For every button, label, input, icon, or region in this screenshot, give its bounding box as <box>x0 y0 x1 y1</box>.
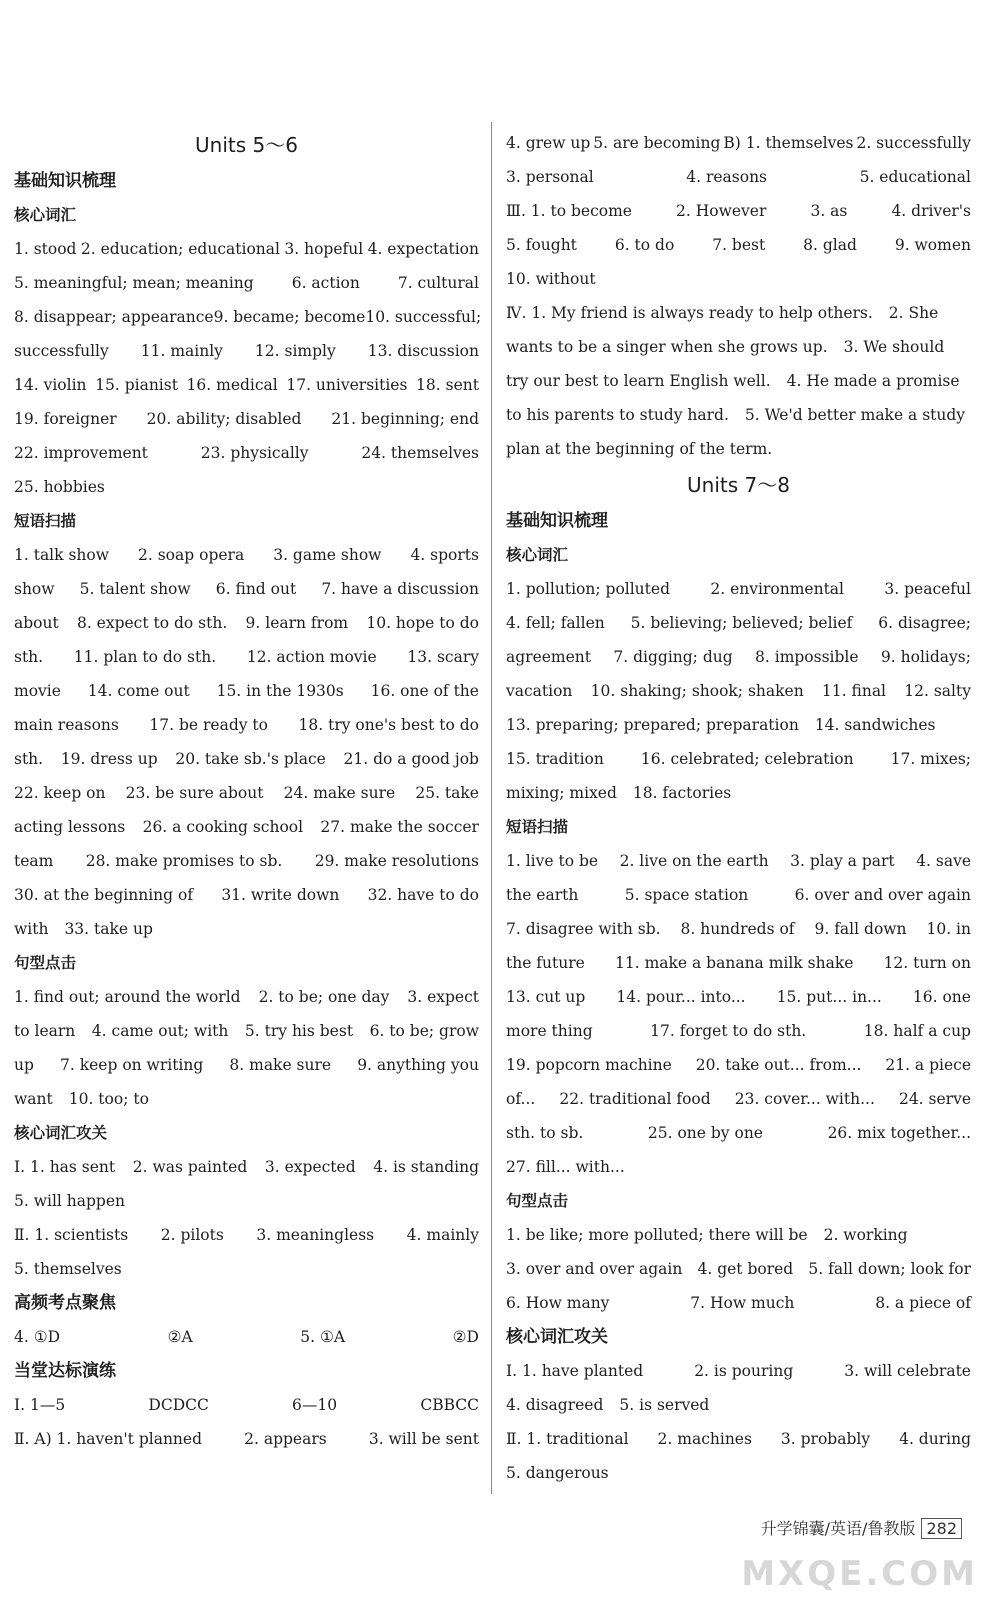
answer-line <box>14 1320 479 1354</box>
answer-item: 3. over and over again <box>506 1260 683 1278</box>
answer-item: 3. expect <box>407 988 479 1006</box>
answer-line <box>14 1048 479 1082</box>
answer-item: movie <box>14 682 61 700</box>
answer-item: 18. try one's best to do <box>298 716 479 734</box>
answer-item: 1. be like; more polluted; there will be <box>506 1226 808 1244</box>
answer-item: 16. celebrated; celebration <box>640 750 854 768</box>
answer-item: 6. over and over again <box>794 886 971 904</box>
answer-line <box>506 1150 971 1184</box>
answer-item: 31. write down <box>221 886 340 904</box>
answer-line <box>506 1014 971 1048</box>
answer-item: 27. make the soccer <box>320 818 479 836</box>
answer-item: 15. pianist <box>95 376 178 394</box>
answer-item: 5. themselves <box>14 1260 122 1278</box>
answer-item: 2. successfully <box>856 134 971 152</box>
answer-item: 1. pollution; polluted <box>506 580 670 598</box>
answer-item: 12. simply <box>254 342 336 360</box>
answer-item: 4. is standing <box>373 1158 479 1176</box>
answer-item: 9. became; become <box>213 308 366 326</box>
section-heading: 基础知识梳理 <box>506 511 608 531</box>
answer-item: 21. a piece <box>885 1056 971 1074</box>
answer-item: 23. physically <box>200 444 309 462</box>
answer-item: 7. digging; dug <box>613 648 733 666</box>
answer-line <box>506 674 971 708</box>
answer-item: CBBCC <box>420 1396 479 1414</box>
answer-item: sth. <box>14 648 44 666</box>
answer-item: sth. to sb. <box>506 1124 584 1142</box>
answer-item: 18. half a cup <box>863 1022 971 1040</box>
answer-line <box>14 810 479 844</box>
answer-line <box>14 1014 479 1048</box>
answer-item: Ⅰ. 1—5 <box>14 1396 66 1414</box>
answer-item: 30. at the beginning of <box>14 886 194 904</box>
answer-line <box>506 912 971 946</box>
answer-item: 19. foreigner <box>14 410 117 428</box>
answer-item: want <box>14 1090 53 1108</box>
answer-line <box>14 1184 479 1218</box>
answer-line <box>14 1422 479 1456</box>
answer-item: 27. fill... with... <box>506 1158 625 1176</box>
section-heading: 核心词汇攻关 <box>506 1327 608 1347</box>
answer-line <box>14 606 479 640</box>
answer-item: 9. women <box>894 236 971 254</box>
answer-line <box>14 300 482 334</box>
answer-item: main reasons <box>14 716 119 734</box>
answer-item: team <box>14 852 54 870</box>
answer-item: 7. keep on writing <box>60 1056 204 1074</box>
answer-item: 20. take sb.'s place <box>175 750 326 768</box>
answer-item: 3. hopeful <box>284 240 364 258</box>
answer-item: ②A <box>167 1328 193 1346</box>
answer-item: mixing; mixed <box>506 784 617 802</box>
answer-item: 17. be ready to <box>149 716 268 734</box>
answer-item: 16. one of the <box>370 682 479 700</box>
answer-line <box>14 1388 479 1422</box>
answer-item: 4. disagreed <box>506 1396 604 1414</box>
answer-item: 32. have to do <box>367 886 479 904</box>
answer-item: Ⅱ. 1. traditional <box>506 1430 629 1448</box>
answer-line <box>506 1286 971 1320</box>
answer-line <box>14 640 479 674</box>
answer-item: 12. action movie <box>246 648 377 666</box>
answer-item: 11. make a banana milk shake <box>615 954 854 972</box>
answer-item: 10. too; to <box>68 1090 149 1108</box>
answer-line <box>506 878 971 912</box>
answer-item: 13. cut up <box>506 988 586 1006</box>
answer-item: 24. make sure <box>283 784 396 802</box>
unit-title: Units 5～6 <box>195 133 298 157</box>
answer-line <box>14 402 479 436</box>
answer-item: 10. in <box>926 920 971 938</box>
answer-item: 13. scary <box>407 648 479 666</box>
answer-item: 6. find out <box>215 580 297 598</box>
answer-item: B) 1. themselves <box>723 134 854 152</box>
answer-item: vacation <box>506 682 573 700</box>
answer-line <box>506 708 971 742</box>
answer-item: Ⅰ. 1. has sent <box>14 1158 116 1176</box>
answer-item: 11. plan to do sth. <box>73 648 217 666</box>
answer-item: 2. to be; one day <box>258 988 390 1006</box>
answer-line <box>506 640 971 674</box>
answer-item: 29. make resolutions <box>314 852 479 870</box>
answer-line <box>14 674 479 708</box>
answer-line <box>506 364 971 398</box>
answer-line <box>506 262 971 296</box>
answer-item: 8. make sure <box>229 1056 332 1074</box>
answer-line <box>506 980 971 1014</box>
answer-item: 5. believing; believed; belief <box>630 614 853 632</box>
answer-item: 5. is served <box>619 1396 710 1414</box>
answer-item: 2. She <box>888 304 939 322</box>
answer-item: 17. mixes; <box>890 750 971 768</box>
answer-item: 14. come out <box>87 682 190 700</box>
answer-item: 22. traditional food <box>559 1090 711 1108</box>
answer-item: agreement <box>506 648 592 666</box>
answer-item: 4. reasons <box>686 168 768 186</box>
answer-item: 15. in the 1930s <box>216 682 344 700</box>
answer-item: 7. have a discussion <box>321 580 479 598</box>
answer-item: 3. expected <box>264 1158 356 1176</box>
answer-item: 12. salty <box>904 682 971 700</box>
answer-item: 2. However <box>676 202 767 220</box>
answer-item: 1. live to be <box>506 852 599 870</box>
answer-line <box>14 538 479 572</box>
answer-line <box>506 946 971 980</box>
answer-line <box>506 1252 971 1286</box>
answer-item: 15. put... in... <box>776 988 882 1006</box>
answer-line <box>14 436 479 470</box>
answer-item: 5. fall down; look for <box>808 1260 971 1278</box>
answer-line <box>14 844 479 878</box>
answer-item: 8. expect to do sth. <box>76 614 228 632</box>
answer-item: 9. holidays; <box>880 648 971 666</box>
answer-item: 4. He made a promise <box>786 372 960 390</box>
answer-item: 28. make promises to sb. <box>85 852 283 870</box>
section-heading: 当堂达标演练 <box>14 1361 116 1381</box>
answer-item: 22. improvement <box>14 444 148 462</box>
answer-item: 6. disagree; <box>878 614 971 632</box>
section-heading: 短语扫描 <box>14 512 77 530</box>
answer-item: 17. forget to do sth. <box>650 1022 807 1040</box>
answer-line <box>14 912 479 946</box>
answer-item: to his parents to study hard. <box>506 406 729 424</box>
answer-item: 19. popcorn machine <box>506 1056 672 1074</box>
answer-item: 8. a piece of <box>875 1294 971 1312</box>
answer-item: 10. shaking; shook; shaken <box>590 682 804 700</box>
answer-line <box>506 1354 971 1388</box>
answer-item: 16. medical <box>186 376 278 394</box>
section-heading: 核心词汇 <box>14 206 77 224</box>
answer-item: Ⅰ. 1. have planted <box>506 1362 644 1380</box>
answer-line <box>506 194 971 228</box>
section-heading: 核心词汇 <box>506 546 569 564</box>
answer-item: acting lessons <box>14 818 126 836</box>
answer-item: 20. take out... from... <box>695 1056 862 1074</box>
unit-title: Units 7～8 <box>687 473 790 497</box>
answer-item: 13. preparing; prepared; preparation <box>506 716 799 734</box>
answer-item: 18. sent <box>416 376 479 394</box>
page-footer <box>761 1516 962 1539</box>
answer-item: 6. action <box>291 274 360 292</box>
answer-item: DCDCC <box>148 1396 209 1414</box>
answer-item: 25. take <box>415 784 479 802</box>
answer-item: 20. ability; disabled <box>146 410 302 428</box>
answer-item: 4. grew up <box>506 134 591 152</box>
answer-item: 26. a cooking school <box>142 818 304 836</box>
answer-item: 5. space station <box>624 886 749 904</box>
answer-line <box>506 432 971 466</box>
answer-line <box>506 160 971 194</box>
answer-item: 5. dangerous <box>506 1464 609 1482</box>
answer-item: 5. fought <box>506 236 577 254</box>
answer-line <box>506 126 971 160</box>
answer-item: to learn <box>14 1022 76 1040</box>
answer-item: 7. How much <box>690 1294 795 1312</box>
right-column <box>506 126 971 1490</box>
answer-line <box>14 470 479 504</box>
answer-line <box>506 776 971 810</box>
answer-item: 5. meaningful; mean; meaning <box>14 274 254 292</box>
answer-item: 23. cover... with... <box>734 1090 875 1108</box>
answer-item: 24. themselves <box>361 444 479 462</box>
column-divider <box>491 122 492 1494</box>
answer-item: 2. was painted <box>132 1158 248 1176</box>
answer-item: 11. mainly <box>140 342 223 360</box>
answer-item: 3. as <box>810 202 848 220</box>
left-column <box>14 126 482 1456</box>
answer-line <box>14 980 479 1014</box>
answer-item: 6. to do <box>614 236 675 254</box>
section-heading: 基础知识梳理 <box>14 171 116 191</box>
answer-item: successfully <box>14 342 109 360</box>
answer-item: 25. one by one <box>647 1124 763 1142</box>
answer-item: 1. talk show <box>14 546 109 564</box>
answer-item: 1. stood <box>14 240 77 258</box>
answer-item: 6. to be; grow <box>369 1022 479 1040</box>
answer-item: 3. personal <box>506 168 594 186</box>
answer-line <box>14 232 479 266</box>
answer-item: Ⅳ. 1. My friend is always ready to help others. <box>506 304 873 322</box>
answer-line <box>506 1456 971 1490</box>
answer-item: 11. final <box>821 682 887 700</box>
answer-item: try our best to learn English well. <box>506 372 771 390</box>
answer-item: 3. game show <box>273 546 382 564</box>
answer-item: 2. environmental <box>710 580 844 598</box>
answer-line <box>14 878 479 912</box>
answer-item: 8. impossible <box>755 648 859 666</box>
answer-item: 10. without <box>506 270 596 288</box>
answer-item: 1. find out; around the world <box>14 988 241 1006</box>
answer-item: 8. hundreds of <box>680 920 795 938</box>
answer-item: 23. be sure about <box>125 784 264 802</box>
answer-item: 22. keep on <box>14 784 106 802</box>
answer-item: 4. driver's <box>891 202 971 220</box>
answer-item: 21. do a good job <box>343 750 479 768</box>
answer-item: 5. ①A <box>300 1328 346 1346</box>
answer-item: sth. <box>14 750 44 768</box>
answer-line <box>14 334 479 368</box>
answer-item: 2. pilots <box>160 1226 224 1244</box>
answer-line <box>506 296 971 330</box>
answer-line <box>14 368 479 402</box>
answer-line <box>14 708 479 742</box>
answer-line <box>506 1422 971 1456</box>
answer-item: 12. turn on <box>883 954 971 972</box>
answer-item: 4. mainly <box>406 1226 479 1244</box>
answer-item: 8. disappear; appearance <box>14 308 214 326</box>
answer-item: 4. during <box>899 1430 971 1448</box>
answer-item: 17. universities <box>286 376 408 394</box>
answer-item: 8. glad <box>803 236 857 254</box>
answer-line <box>14 572 479 606</box>
answer-line <box>14 266 479 300</box>
answer-line <box>14 1252 479 1286</box>
answer-item: 13. discussion <box>367 342 479 360</box>
answer-line <box>506 606 971 640</box>
answer-line <box>506 1048 971 1082</box>
answer-item: Ⅲ. 1. to become <box>506 202 632 220</box>
answer-item: 9. anything you <box>357 1056 479 1074</box>
answer-item: 33. take up <box>64 920 153 938</box>
answer-item: 14. sandwiches <box>814 716 936 734</box>
answer-line <box>506 228 971 262</box>
answer-item: the future <box>506 954 585 972</box>
answer-item: 4. sports <box>410 546 479 564</box>
answer-item: wants to be a singer when she grows up. <box>506 338 828 356</box>
section-heading: 核心词汇攻关 <box>14 1124 108 1142</box>
answer-item: 16. one <box>912 988 971 1006</box>
answer-item: 21. beginning; end <box>331 410 479 428</box>
answer-line <box>14 1218 479 1252</box>
answer-item: 9. learn from <box>245 614 349 632</box>
answer-item: 7. best <box>712 236 766 254</box>
watermark: MXQE.COM <box>741 1554 978 1594</box>
answer-item: 2. appears <box>244 1430 327 1448</box>
answer-item: 18. factories <box>632 784 732 802</box>
answer-item: 10. hope to do <box>366 614 479 632</box>
answer-item: with <box>14 920 49 938</box>
answer-item: 4. ①D <box>14 1328 61 1346</box>
answer-line <box>14 1150 479 1184</box>
answer-item: 5. try his best <box>244 1022 354 1040</box>
answer-line <box>14 1082 479 1116</box>
section-heading: 高频考点聚焦 <box>14 1293 116 1313</box>
answer-item: 9. fall down <box>814 920 907 938</box>
answer-line <box>14 742 479 776</box>
answer-item: show <box>14 580 55 598</box>
answer-line <box>506 1082 971 1116</box>
answer-item: Ⅱ. 1. scientists <box>14 1226 129 1244</box>
answer-item: 5. educational <box>859 168 971 186</box>
answer-item: of... <box>506 1090 536 1108</box>
answer-item: 4. came out; with <box>91 1022 229 1040</box>
answer-item: 2. is pouring <box>694 1362 794 1380</box>
answer-item: 4. fell; fallen <box>506 614 605 632</box>
answer-item: 26. mix together... <box>827 1124 971 1142</box>
answer-item: about <box>14 614 59 632</box>
answer-line <box>506 330 971 364</box>
answer-item: 19. dress up <box>60 750 158 768</box>
answer-item: 10. successful; <box>365 308 482 326</box>
answer-item: 5. We'd better make a study <box>744 406 966 424</box>
answer-item: 2. machines <box>657 1430 752 1448</box>
answer-item: 3. probably <box>780 1430 871 1448</box>
answer-item: 25. hobbies <box>14 478 105 496</box>
answer-item: 5. will happen <box>14 1192 126 1210</box>
answer-item: 3. We should <box>843 338 945 356</box>
book-title: 升学锦囊/英语/鲁教版 <box>760 1519 916 1538</box>
section-heading: 句型点击 <box>14 954 77 972</box>
answer-item: 14. violin <box>14 376 87 394</box>
answer-item: 2. live on the earth <box>619 852 769 870</box>
section-heading: 短语扫描 <box>506 818 569 836</box>
answer-line <box>506 844 971 878</box>
page-number: 282 <box>921 1518 962 1539</box>
answer-item: up <box>14 1056 34 1074</box>
answer-item: 3. will be sent <box>368 1430 479 1448</box>
answer-item: 2. soap opera <box>138 546 245 564</box>
answer-line <box>14 776 479 810</box>
answer-item: 5. talent show <box>79 580 191 598</box>
answer-item: 3. play a part <box>790 852 895 870</box>
answer-line <box>506 1218 971 1252</box>
answer-item: 2. education; educational <box>80 240 280 258</box>
answer-item: 4. get bored <box>697 1260 794 1278</box>
answer-line <box>506 1116 971 1150</box>
answer-item: 14. pour... into... <box>616 988 746 1006</box>
answer-item: 6. How many <box>506 1294 610 1312</box>
answer-item: 3. peaceful <box>884 580 971 598</box>
answer-item: 3. will celebrate <box>844 1362 971 1380</box>
answer-item: 15. tradition <box>506 750 604 768</box>
answer-item: plan at the beginning of the term. <box>506 440 773 458</box>
answer-item: 5. are becoming <box>593 134 721 152</box>
answer-item: ②D <box>452 1328 479 1346</box>
answer-item: 4. expectation <box>367 240 479 258</box>
answer-line <box>506 572 971 606</box>
section-heading: 句型点击 <box>506 1192 569 1210</box>
answer-line <box>506 398 971 432</box>
answer-item: 3. meaningless <box>256 1226 375 1244</box>
answer-line <box>506 1388 971 1422</box>
answer-item: Ⅱ. A) 1. haven't planned <box>14 1430 203 1448</box>
answer-item: 7. disagree with sb. <box>506 920 661 938</box>
answer-item: the earth <box>506 886 579 904</box>
answer-item: 24. serve <box>898 1090 971 1108</box>
answer-line <box>506 742 971 776</box>
answer-item: 6—10 <box>292 1396 338 1414</box>
answer-item: 7. cultural <box>397 274 479 292</box>
answer-item: more thing <box>506 1022 593 1040</box>
answer-item: 4. save <box>916 852 971 870</box>
answer-item: 2. working <box>823 1226 908 1244</box>
